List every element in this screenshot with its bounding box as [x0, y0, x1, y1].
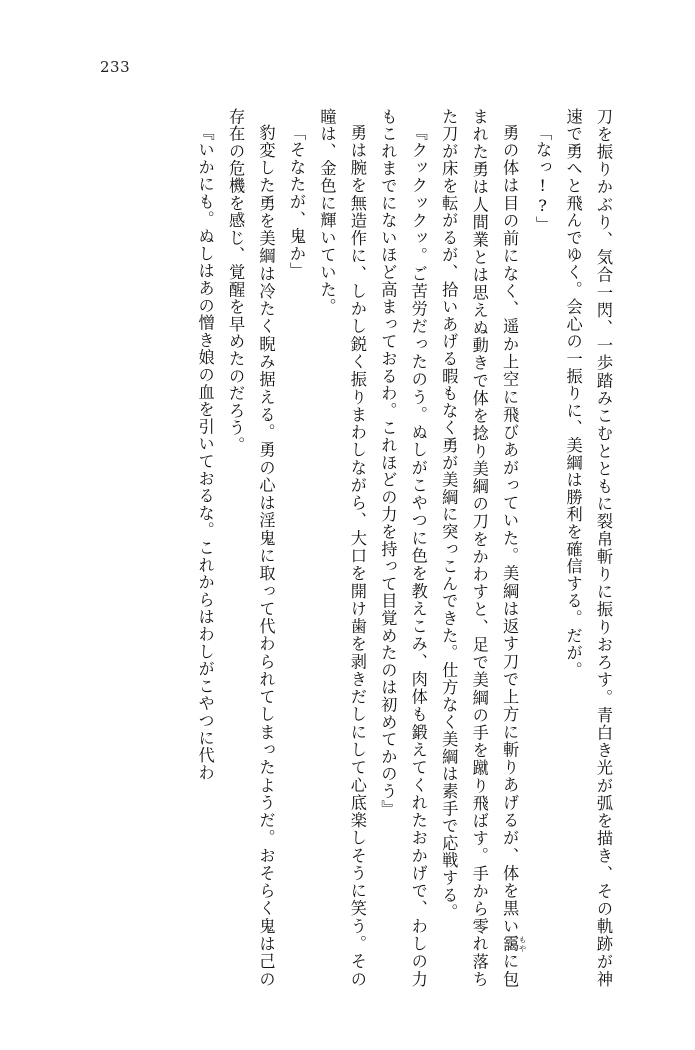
paragraph: 豹変した勇を美綱は冷たく睨み据える。勇の心は淫鬼に取って代わられてしまったようだ。おそらく鬼は己の存在の危機を感じ、覚醒を早めたのだろう。	[226, 108, 276, 988]
paragraph: 「そなたが、鬼か」	[286, 124, 306, 280]
paragraph: 『クックックッ。ご苦労だったのう。ぬしがこやつに色を教えこみ、肉体も鍛えてくれたおかげで、わしの力もこれまでにないほど高まっておるわ。これほどの力を持って目覚めたのは初めてかのう』	[378, 108, 428, 988]
paragraph: 勇の体は目の前になく、遥か上空に飛びあがっていた。美綱は返す刀で上方に斬りあげるが、体を黒い靄 もやに包まれた勇は人間業とは思えぬ動きで体を捻り美綱の刀をかわすと、足で美綱の手を蹴り飛ばす。手から零れ落ちた刀が床を転がるが、拾いあげる暇もなく勇が美綱に突っこんできた。仕方なく美綱は素手で応戦する。	[439, 108, 528, 988]
paragraph: 『いかにも。ぬしはあの憎き娘の血を引いておるな。これからはわしがこやつに代わ	[195, 124, 215, 782]
paragraph: 勇は腕を無造作に、しかし鋭く振りまわしながら、大口を開け歯を剥きだしにして心底楽しそうに笑う。その瞳は、金色に輝いていた。	[317, 108, 367, 988]
page-number: 233	[100, 58, 131, 76]
page-body-text	[78, 108, 618, 988]
paragraph: 刀を振りかぶり、気合一閃、一歩踏みこむとともに裂帛斬りに振りおろす。青白き光が弧を描き、その軌跡が神速で勇へと飛んでゆく。会心の一振りに、美綱は勝利を確信する。だが。	[563, 108, 613, 988]
paragraph: 「なっ!?」	[533, 124, 553, 234]
ruby-annotation: 靄 もや	[500, 935, 528, 954]
